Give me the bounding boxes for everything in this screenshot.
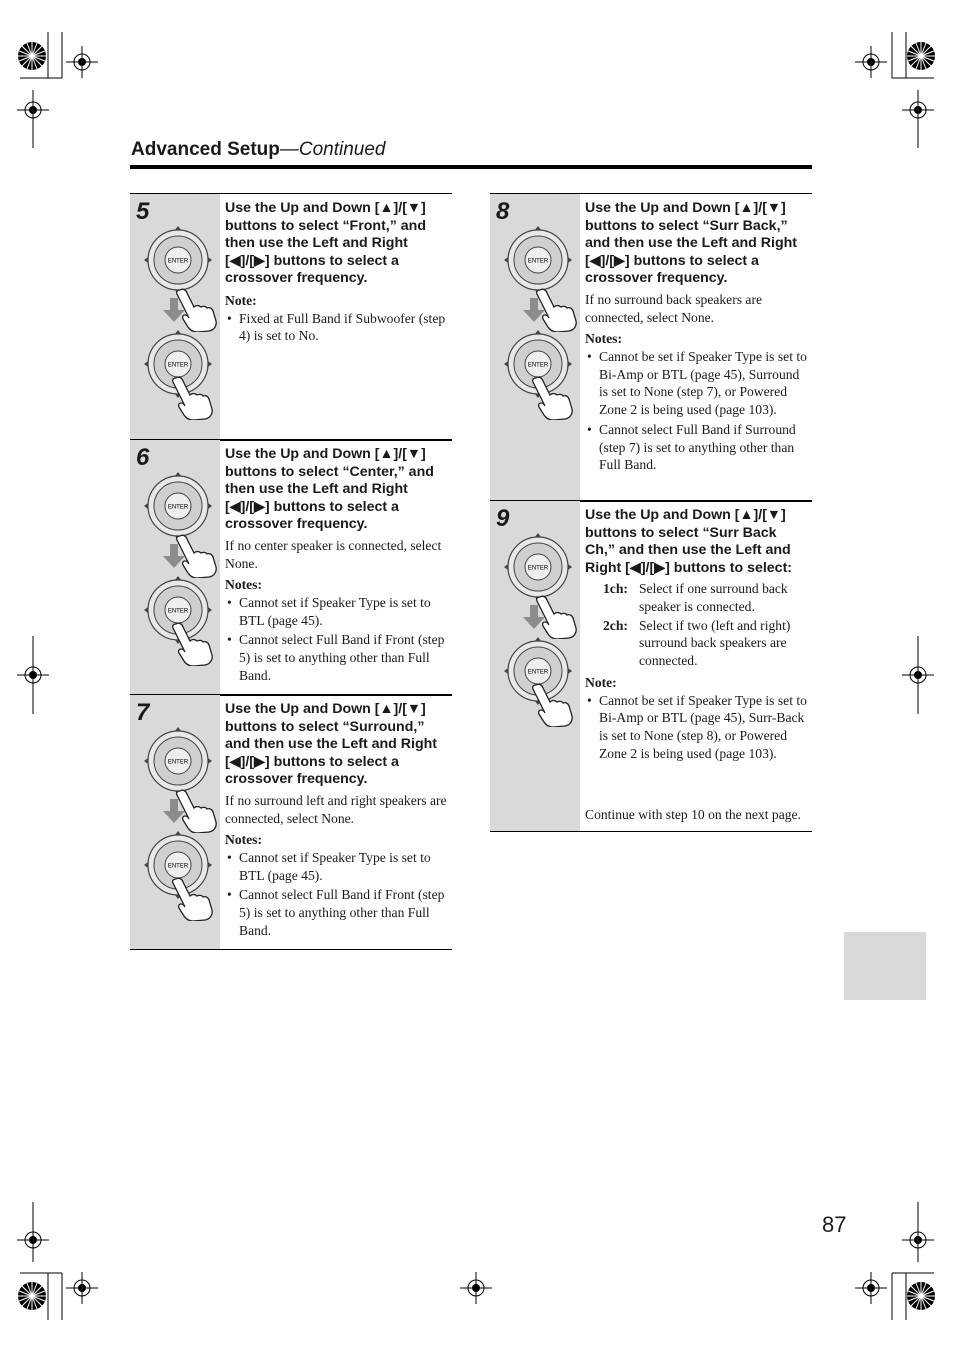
- arrow-down-icon: [163, 298, 185, 322]
- step-content: [225, 200, 450, 347]
- enter-label: ENTER: [527, 669, 549, 676]
- step-illustration: [130, 194, 220, 440]
- note-item: • Cannot select Full Band if Front (step 5) is set to anything other than Full Band.: [225, 631, 450, 684]
- enter-label: ENTER: [527, 258, 549, 265]
- step-number: 8: [496, 198, 510, 225]
- enter-label: ENTER: [167, 608, 189, 615]
- continued-label: —Continued: [279, 139, 386, 160]
- pointing-hand-icon: [170, 374, 216, 420]
- notes-heading: Notes:: [585, 331, 622, 347]
- notes-list: [225, 849, 450, 940]
- side-tab-marker: [844, 932, 926, 1000]
- step-content: [225, 701, 450, 942]
- option-desc: Select if two (left and right) surround back speakers are connected.: [639, 617, 791, 669]
- step-text: If no surround back speakers are connected, select None.: [585, 291, 763, 325]
- step-text: If no center speaker is connected, select None.: [225, 537, 442, 571]
- step-content: [585, 507, 810, 764]
- enter-label: ENTER: [167, 362, 189, 369]
- option-1ch: [585, 580, 810, 615]
- step-content: [585, 200, 810, 476]
- note-item: • Fixed at Full Band if Subwoofer (step 4) is set to No.: [225, 310, 450, 345]
- step-illustration: [130, 440, 220, 695]
- step-instruction: Use the Up and Down [▲]/[▼] buttons to select “Surr Back Ch,” and then use the Left and Right [◀]/[▶] buttons to select:: [585, 507, 793, 576]
- enter-label: ENTER: [167, 504, 189, 511]
- step-9: [490, 500, 812, 832]
- step-instruction: Use the Up and Down [▲]/[▼] buttons to select “Surround,” and then use the Left and Right [◀]/[▶] buttons to select a crossover frequency.: [225, 701, 438, 788]
- step-5: [130, 193, 452, 441]
- option-desc: Select if one surround back speaker is connected.: [639, 581, 788, 615]
- step-instruction: Use the Up and Down [▲]/[▼] buttons to select “Surr Back,” and then use the Left and Right [◀]/[▶] buttons to select a crossover frequency.: [585, 200, 798, 287]
- pointing-hand-icon: [170, 875, 216, 921]
- enter-label: ENTER: [167, 863, 189, 870]
- note-item: • Cannot set if Speaker Type is set to BTL (page 45).: [225, 849, 450, 884]
- note-item: • Cannot be set if Speaker Type is set to Bi-Amp or BTL (page 45), Surround is set to None (step 7), or Powered Zone 2 is being used (page 103).: [585, 348, 810, 419]
- notes-list: [585, 348, 810, 474]
- step-number: 7: [136, 699, 150, 726]
- note-item: • Cannot select Full Band if Front (step 5) is set to anything other than Full Band.: [225, 886, 450, 939]
- step-illustration: [130, 695, 220, 949]
- step-instruction: Use the Up and Down [▲]/[▼] buttons to select “Center,” and then use the Left and Right [◀]/[▶] buttons to select a crossover frequency.: [225, 446, 434, 533]
- step-illustration: [490, 501, 580, 831]
- notes-list: [585, 692, 810, 763]
- note-item: • Cannot select Full Band if Surround (step 7) is set to anything other than Full Band.: [585, 421, 810, 474]
- enter-label: ENTER: [167, 759, 189, 766]
- enter-label: ENTER: [167, 258, 189, 265]
- notes-list: [225, 310, 450, 345]
- arrow-down-icon: [163, 799, 185, 823]
- step-8: [490, 193, 812, 502]
- step-content: [225, 446, 450, 687]
- notes-heading: Note:: [585, 674, 617, 690]
- step-instruction: Use the Up and Down [▲]/[▼] buttons to select “Front,” and then use the Left and Right [◀]/[▶] buttons to select a crossover frequency.: [225, 200, 426, 287]
- page-title: [131, 139, 386, 161]
- step-6: [130, 439, 452, 696]
- arrow-down-icon: [523, 605, 545, 629]
- notes-heading: Note:: [225, 292, 257, 308]
- note-item: • Cannot be set if Speaker Type is set to Bi-Amp or BTL (page 45), Surr-Back is set to None (step 8), or Powered Zone 2 is being used (page 103).: [585, 692, 810, 763]
- pointing-hand-icon: [530, 374, 576, 420]
- step-number: 6: [136, 444, 150, 471]
- notes-list: [225, 594, 450, 685]
- continue-note: Continue with step 10 on the next page.: [585, 807, 801, 822]
- section-title: Advanced Setup: [131, 139, 280, 160]
- option-term: 2ch:: [603, 617, 628, 633]
- arrow-down-icon: [163, 544, 185, 568]
- enter-label: ENTER: [527, 362, 549, 369]
- header-rule: [130, 165, 812, 169]
- option-term: 1ch:: [603, 581, 628, 597]
- arrow-down-icon: [523, 298, 545, 322]
- option-2ch: [585, 617, 810, 670]
- step-text: If no surround left and right speakers are connected, select None.: [225, 792, 447, 826]
- notes-heading: Notes:: [225, 832, 262, 848]
- step-7: [130, 694, 452, 950]
- notes-heading: Notes:: [225, 577, 262, 593]
- step-number: 9: [496, 505, 510, 532]
- note-item: • Cannot set if Speaker Type is set to BTL (page 45).: [225, 594, 450, 629]
- pointing-hand-icon: [530, 681, 576, 727]
- step-illustration: [490, 194, 580, 501]
- page-number: 87: [822, 1212, 847, 1237]
- enter-label: ENTER: [527, 565, 549, 572]
- pointing-hand-icon: [170, 620, 216, 666]
- step-number: 5: [136, 198, 150, 225]
